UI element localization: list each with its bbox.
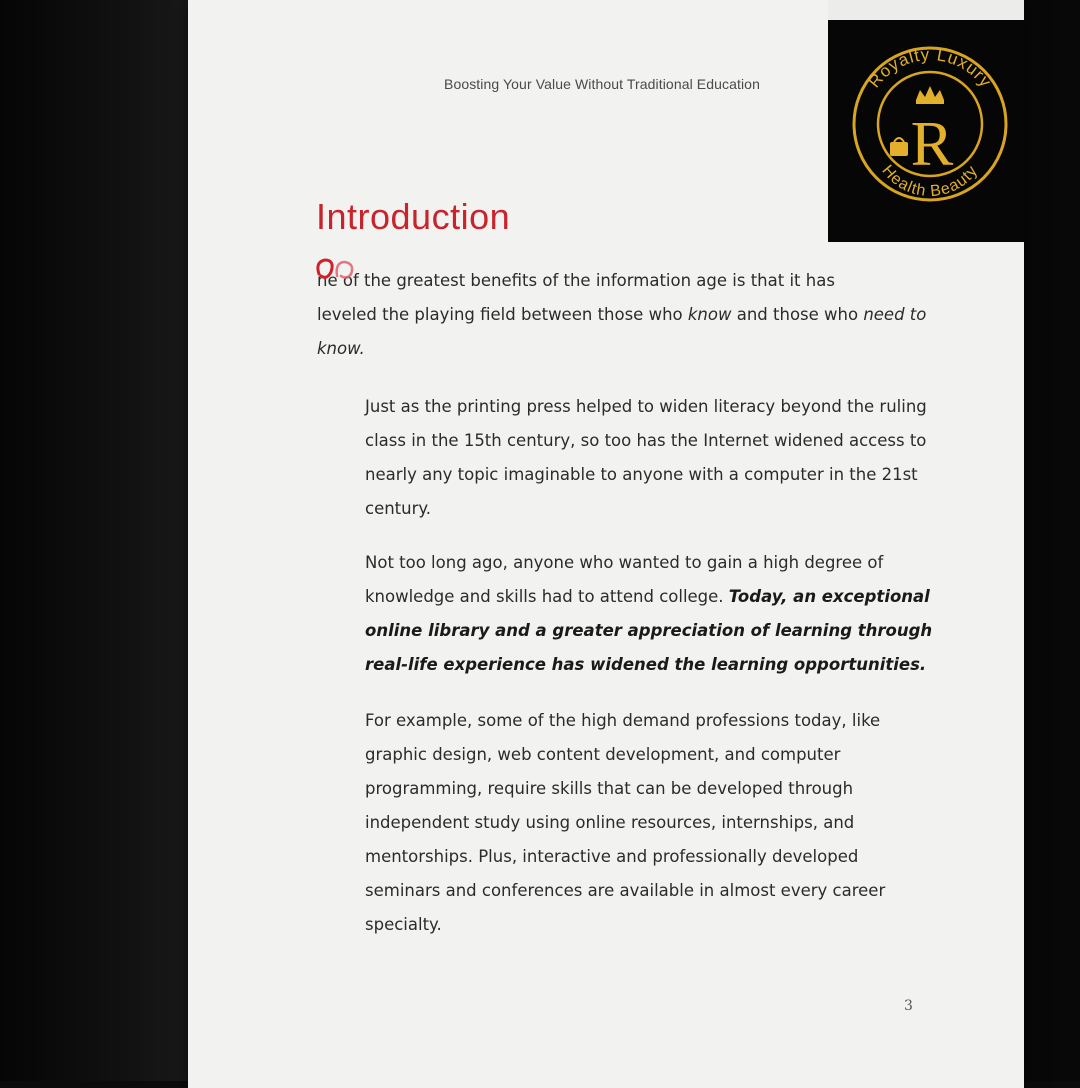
paragraph-1-line-2 (317, 298, 937, 332)
paragraph-1-line-1 (317, 264, 937, 298)
logo-monogram: R (910, 108, 954, 179)
running-head: Boosting Your Value Without Traditional Education (444, 76, 760, 92)
dark-background-right (1022, 0, 1080, 1081)
paragraph-1-line-1-text: of the greatest benefits of the information age is that it has (342, 271, 835, 290)
paragraph-2 (317, 390, 937, 526)
text-span: leveled the playing field between those who (317, 305, 688, 324)
struck-prefix: ne (317, 271, 338, 290)
page-edge-strip (828, 0, 1024, 22)
logo-top-text: Royalty Luxury (864, 44, 996, 92)
paragraph-1 (317, 264, 937, 366)
logo-bottom-text: Health Beauty (878, 162, 982, 201)
paragraph-2-text: Just as the printing press helped to widen literacy beyond the ruling class in the 15th century, so too has the Internet widened access to nearly any topic imaginable to anyone with a computer in the 21st century. (365, 397, 927, 518)
paragraph-3 (317, 546, 937, 682)
paragraph-3-text (317, 546, 937, 682)
paragraph-1-line-3: know. (317, 339, 365, 358)
document-page (188, 0, 1024, 1088)
svg-text:Royalty Luxury (865, 45, 996, 91)
paragraph-3-plain: Not too long ago, anyone who wanted to gain a high degree of knowledge and skills had to attend college. (365, 553, 884, 606)
italic-need-to: need to (863, 305, 927, 324)
dark-background-left (0, 0, 190, 1081)
paragraph-3-emphasis: Today, an exceptional online library and a greater appreciation of learning through real-life experience has widened the learning opportunities. (365, 587, 933, 674)
italic-know: know (687, 305, 732, 324)
annotated-prefix (317, 264, 338, 298)
brand-logo (828, 20, 1024, 242)
paragraph-4-text: For example, some of the high demand professions today, like graphic design, web content development, and computer programming, require skills that can be developed through independent study using online resources, internships, and mentorships. Plus, interactive and professionally developed seminars and conferences are available in almost every career specialty. (365, 711, 886, 934)
section-heading: Introduction (316, 196, 511, 237)
page-number: 3 (904, 998, 913, 1014)
text-span: and those who (731, 305, 864, 324)
crown-monogram-logo-icon (828, 20, 1024, 242)
paragraph-4 (317, 704, 937, 942)
